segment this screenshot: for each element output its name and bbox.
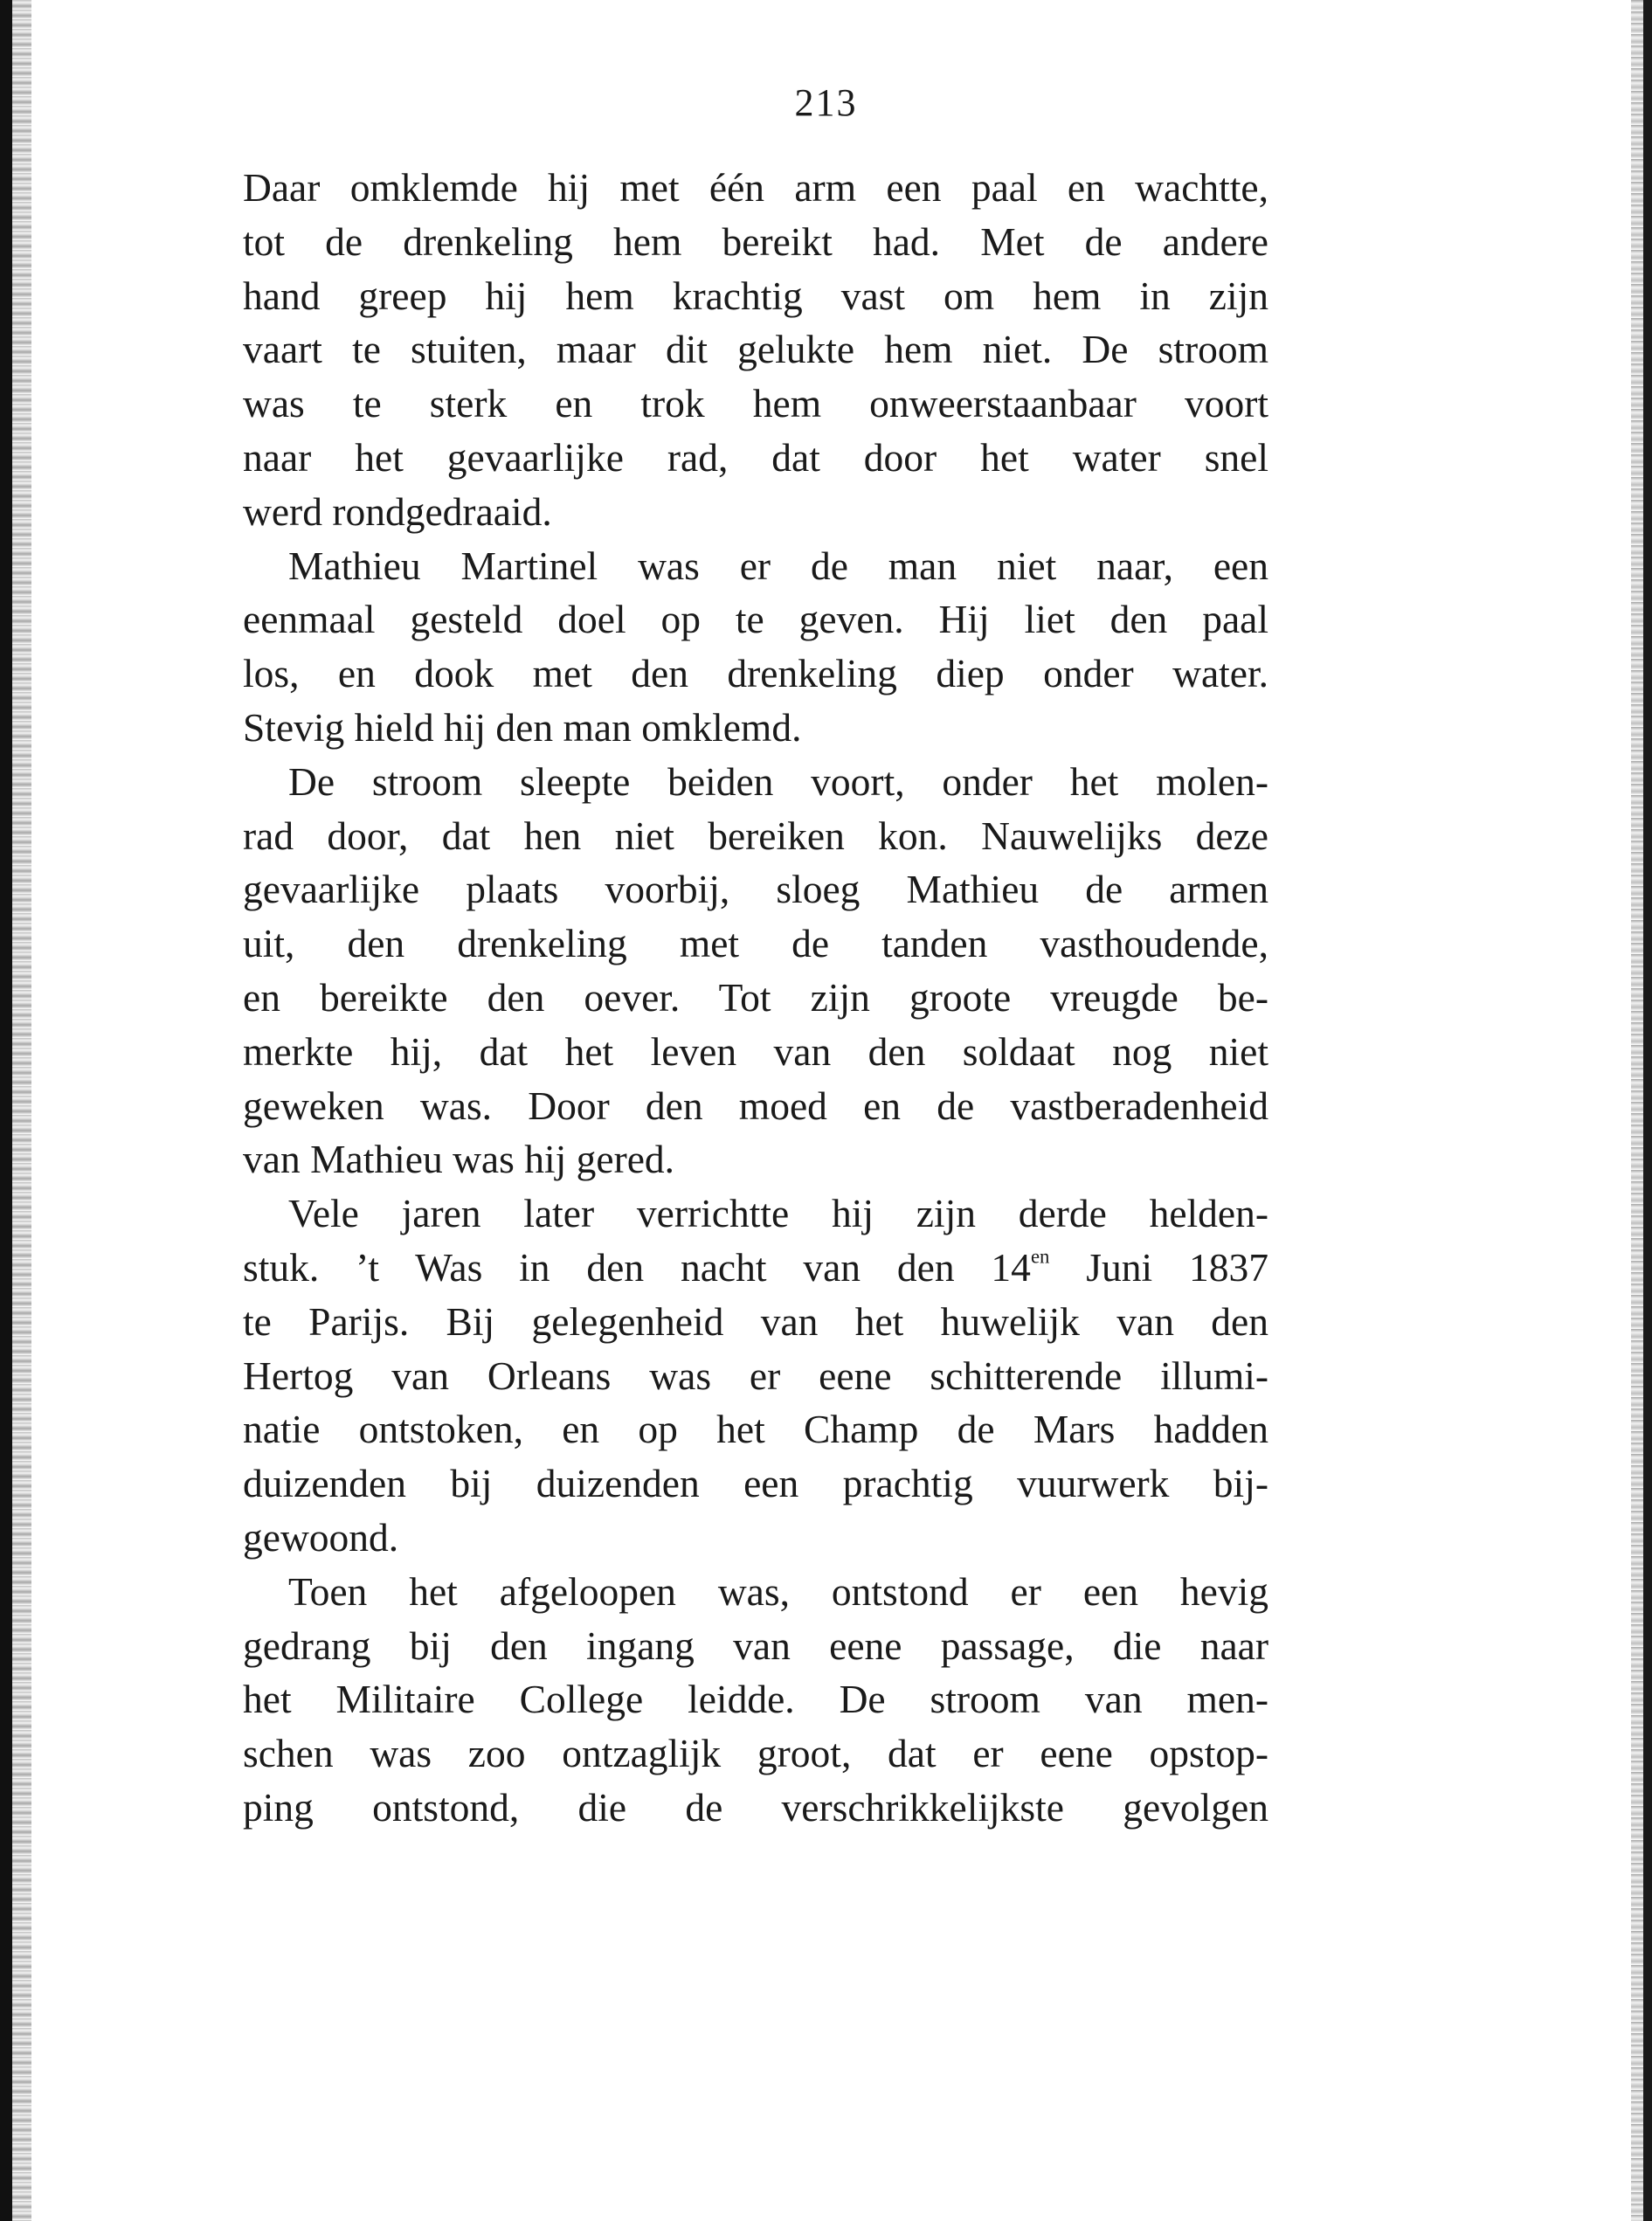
page-number: 213: [794, 81, 858, 124]
text-line: het Militaire College leidde. De stroom van men-: [243, 1677, 1268, 1722]
text-line: te Parijs. Bij gelegenheid van het huwelijk van den: [243, 1298, 1268, 1344]
text-line: naar het gevaarlijke rad, dat door het water snel: [243, 434, 1268, 480]
body-text: [243, 161, 1268, 1835]
text-line: ping ontstond, die de verschrikkelijkste gevolgen: [243, 1784, 1268, 1830]
text-line: rad door, dat hen niet bereiken kon. Nauwelijks deze: [243, 813, 1268, 858]
text-line: gewoond.: [243, 1514, 399, 1560]
text-line: was te sterk en trok hem onweerstaanbaar voort: [243, 381, 1268, 426]
text-line: en bereikte den oever. Tot zijn groote vreugde be-: [243, 974, 1268, 1020]
text-line: Daar omklemde hij met één arm een paal en wachtte,: [243, 165, 1268, 210]
text-line-with-superscript: [243, 1241, 1268, 1295]
scan-binding-edge: [0, 0, 12, 2221]
scan-right-shadow: [1631, 0, 1643, 2221]
text-line: Stevig hield hij den man omklemd.: [243, 704, 802, 750]
text-line: los, en dook met den drenkeling diep onder water.: [243, 651, 1268, 696]
text-line: eenmaal gesteld doel op te geven. Hij liet den paal: [243, 597, 1268, 642]
text-line: hand greep hij hem krachtig vast om hem in zijn: [243, 273, 1268, 318]
text-line: merkte hij, dat het leven van den soldaat nog niet: [243, 1028, 1268, 1074]
scan-binding-shadow: [12, 0, 31, 2221]
text-line: werd rondgedraaid.: [243, 488, 552, 534]
paragraph-3: [243, 755, 1268, 1187]
text-line: De stroom sleepte beiden voort, onder het molen-: [288, 758, 1268, 804]
text-line: natie ontstoken, en op het Champ de Mars hadden: [243, 1407, 1268, 1452]
text-line: schen was zoo ontzaglijk groot, dat er eene opstop-: [243, 1731, 1268, 1776]
text-line: Vele jaren later verrichtte hij zijn derde helden-: [288, 1191, 1268, 1236]
scan-right-edge: [1643, 0, 1652, 2221]
text-line: geweken was. Door den moed en de vastberadenheid: [243, 1083, 1268, 1128]
text-line: vaart te stuiten, maar dit gelukte hem niet. De stroom: [243, 327, 1268, 372]
text-line: Toen het afgeloopen was, ontstond er een hevig: [288, 1568, 1268, 1614]
paragraph-1: [243, 161, 1268, 539]
text-line: duizenden bij duizenden een prachtig vuurwerk bij-: [243, 1461, 1268, 1506]
text-line: van Mathieu was hij gered.: [243, 1137, 675, 1182]
text-line: tot de drenkeling hem bereikt had. Met de andere: [243, 218, 1268, 264]
text-line: Hertog van Orleans was er eene schitterende illumi-: [243, 1353, 1268, 1398]
text-line: Mathieu Martinel was er de man niet naar, een: [288, 543, 1268, 588]
text-line-head: stuk. ’t Was in den nacht van den 14: [243, 1244, 1031, 1290]
paragraph-5: [243, 1565, 1268, 1835]
text-line: gevaarlijke plaats voorbij, sloeg Mathieu de armen: [243, 867, 1268, 912]
ordinal-superscript: en: [1030, 1245, 1050, 1268]
text-line: uit, den drenkeling met de tanden vasthoudende,: [243, 921, 1268, 966]
paragraph-2: [243, 539, 1268, 755]
paragraph-4: [243, 1187, 1268, 1565]
text-line-tail: Juni 1837: [1049, 1244, 1268, 1290]
text-line: gedrang bij den ingang van eene passage, die naar: [243, 1623, 1268, 1668]
